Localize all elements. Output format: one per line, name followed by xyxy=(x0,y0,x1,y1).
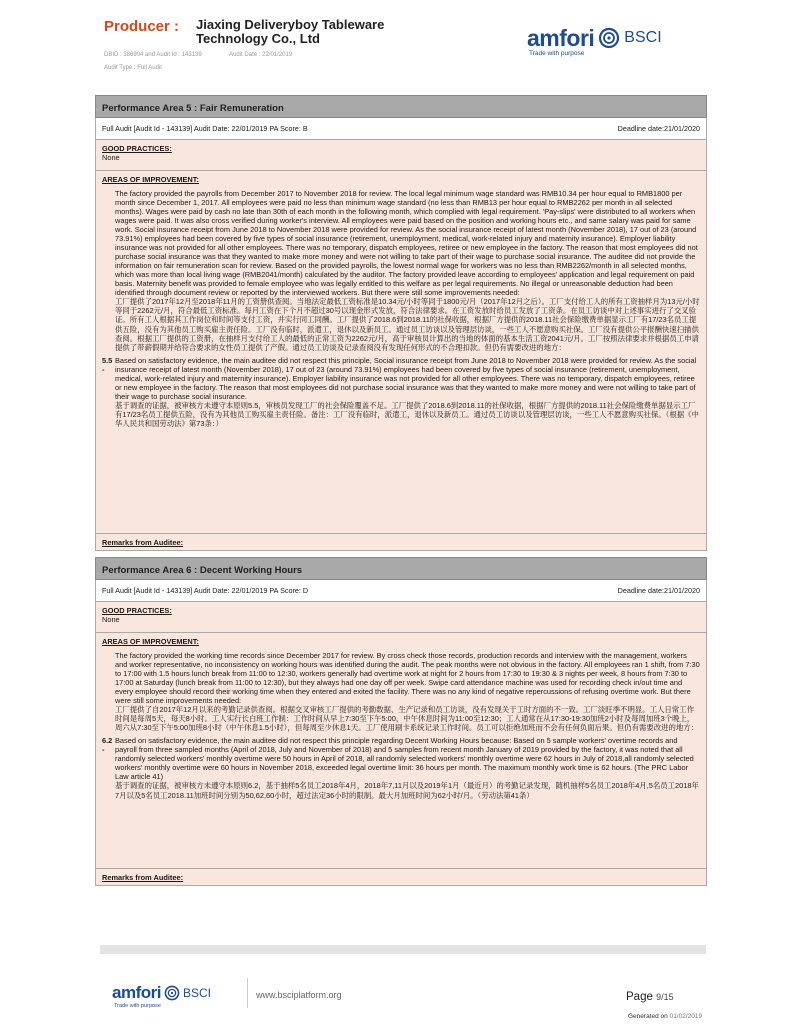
logo-tagline: Trade with purpose xyxy=(529,50,585,57)
generated-on xyxy=(628,1013,702,1021)
pa6-good-practices-label: GOOD PRACTICES: xyxy=(102,606,172,615)
producer-name-line1: Jiaxing Deliveryboy Tableware xyxy=(196,17,385,32)
pa6-remarks-label: Remarks from Auditee: xyxy=(102,873,184,882)
pa6-areas-of-improvement xyxy=(95,633,707,869)
pa6-good-practices xyxy=(95,602,707,633)
audit-date-text: Audit Date : 22/01/2019 xyxy=(229,52,293,58)
amfori-bsci-logo xyxy=(527,24,662,57)
producer-name xyxy=(196,18,456,46)
pa5-good-practices-value: None xyxy=(102,153,120,163)
generated-date: 01/02/2019 xyxy=(669,1013,703,1020)
logo-word: amfori xyxy=(527,25,595,51)
pa6-item-text xyxy=(115,736,700,799)
pa5-remarks xyxy=(95,534,707,551)
pa5-remarks-label: Remarks from Auditee: xyxy=(102,538,184,547)
pa5-improvement-en: The factory provided the payrolls from December 2017 to November 2018 for review. The local legal minimum wage standard was RMB10.34 per hour equal to RMB1800 per month since December 1, 2017. All employees were paid no less than minimum wage standard (no less than RMB13 per hour equal to RMB2262 per month in all selected months). Wages were paid by cash no late than 30th of each month in the following month, which complied with legal requirement. 'Pay-slips' were distributed to all workers when wages were paid. It was also cross verified during worker's interview. All employees were paid based on the position and working hours etc., and same salary was paid for same work. Social insurance receipt from June 2018 to November 2018 were provided for review. As the social insurance receipt of latest month (November 2018), 17 out of 23 (around 73.91%) employees had been covered by five types of social insurance (retirement, unemployment, medical, work-related injury and maternity insurance). Employer liability insurance was not provided for all other employees. There was no temporary, dispatch employees, retiree or new employee in the factory. The reason that most employees did not purchase social insurance was that they wanted to make more money and were not willing to take part of their wage to purchase social insurance. The auditee did not provide the information on fair remuneration scan for review. Based on the provided payrolls, the lowest normal wage for workers was no less than RMB2262/month in all selected months, which was more than local living wage (RMB2041/month) calculated by the auditor. The factory provided leave according to employees' application and legal requirement on paid basis. Maternity benefit was provided to female employee who was legally entitled to this welfare as per legal requirements. No illegal or unreasonable deduction had been identified through document review or reported by the interviewed workers. But there were still some improvements needed: xyxy=(115,189,698,298)
pa6-improvement-cn: 工厂提供了自2017年12月以来的考勤记录供查阅。根据交叉审核工厂提供的考勤数据、生产记录和员工访谈，没有发现关于工时方面的不一致。工厂淡旺季不明显。工人日常工作时间是每周5天，每天8小时。工人实行长白班工作制：工作时间从早上7:30至下午5:00，中午休息时间为11:00至12:30；工人通常在从17:30-19:30加班2小时及每周加班3个晚上，周六从7:30至下午5:00加班8小时（中午休息1.5小时），但每周至少休息1天。工厂使用刷卡系统记录工作时间。员工可以拒绝加班而不会有任何负面后果。但仍有需要改进的地方： xyxy=(115,705,699,733)
pa6-title: Performance Area 6 : Decent Working Hours xyxy=(95,557,707,580)
bsci-ring-icon xyxy=(598,27,620,49)
pa6-item-6-2 xyxy=(102,736,700,799)
page-label: Page xyxy=(626,991,653,1003)
pa6-good-practices-value: None xyxy=(102,615,120,625)
page-number xyxy=(626,990,674,1004)
footer-amfori-bsci-logo xyxy=(112,983,211,1009)
footer-logo-tagline: Trade with purpose xyxy=(114,1003,161,1009)
pa5-good-practices xyxy=(95,140,707,171)
pa5-improvement-label: AREAS OF IMPROVEMENT: xyxy=(102,175,199,184)
performance-area-5 xyxy=(95,95,707,551)
audit-meta xyxy=(104,52,318,59)
performance-area-6 xyxy=(95,557,707,886)
pa6-audit-row xyxy=(95,580,707,602)
pa6-improvement-en: The factory provided the working time records since December 2017 for review. By cross check those records, production records and interview with the management, workers and worker representative, no inconsistency on working hours was identified during the audit. The peak months were not obvious in the factory. All employees ran 1 shift, from 7:30 to 17:00 with 1.5 hours lunch break from 11:00 to 12:30, workers generally had overtime work at night for 2 hours from 17:30 to 19:30 & 3 nights per week, 8 hours from 7:30 to 17:00 at Saturday (lunch break from 11:00 to 12:30), but they always had one day off per week. Swipe card attendance machine was used for recording check in/out time and every employee should record their working time when they entered and exited the facility. There was no any kind of negative repercussions of refusing overtime work. But there were still some improvements needed: xyxy=(115,651,700,706)
pa6-deadline: Deadline date:21/01/2020 xyxy=(617,586,700,595)
pa6-audit-line: Full Audit [Audit Id - 143139] Audit Date: 22/01/2019 PA Score: D xyxy=(102,586,309,595)
footer-divider xyxy=(100,945,706,954)
pa6-remarks xyxy=(95,869,707,886)
pa5-good-practices-label: GOOD PRACTICES: xyxy=(102,144,172,153)
producer-label: Producer : xyxy=(104,18,180,35)
pa5-item-text xyxy=(115,356,700,428)
pa6-item-cn: 基于调查的证据，被审核方未遵守本原则6.2，基于抽样5名员工2018年4月，2018年7,11月以及2019年1月（最近月）的考勤记录发现，随机抽样5名员工2018年4月,5名员工2018年7月以及5名员工2018.11加班时间分别为50,62,60小时，超过法定36小时的限制。最大月加班时间为62小时/月。（劳动法第41条） xyxy=(115,781,699,800)
footer-logo-bsci: BSCI xyxy=(182,986,211,1001)
pa5-item-cn: 基于调查的证据，被审核方未遵守本原则5.5，审核员发现工厂的社会保险覆盖不足。工厂提供了2018.6到2018.11的社保收据，根据厂方提供的2018.11社会保险缴费单据显示工厂有17/23名员工提供五险，没有为其他员工购买雇主责任险。备注：工厂没有临时，派遣工，退休以及新员工。通过员工访谈以及管理层访谈，一些工人不愿意购买社保。（根据《中华人民共和国劳动法》第73条：） xyxy=(115,400,699,428)
pa6-item-number: 6.2 - xyxy=(102,736,113,755)
pa5-item-number: 5.5 - xyxy=(102,355,113,374)
pa5-title: Performance Area 5 : Fair Remuneration xyxy=(95,95,707,118)
pa5-areas-of-improvement xyxy=(95,171,707,534)
pa5-audit-line: Full Audit [Audit Id - 143139] Audit Date: 22/01/2019 PA Score: B xyxy=(102,124,308,133)
dbid-text: DBID : 386904 and Audit Id : 143139 xyxy=(104,52,202,58)
page-header xyxy=(0,0,800,82)
pa5-improvement-text xyxy=(115,189,700,352)
pa6-improvement-text xyxy=(115,651,700,732)
pa5-audit-row xyxy=(95,118,707,140)
footer-separator xyxy=(247,978,248,1008)
footer-bsci-ring-icon xyxy=(164,985,180,1001)
pa5-item-5-5 xyxy=(102,356,700,428)
footer-logo-word: amfori xyxy=(112,983,161,1002)
pa6-item-en: Based on satisfactory evidence, the main auditee did not respect this principle regarding Decent Working Hours because: Based on 5 sample workers' overtime records and payroll from three sampled months (April of 2018, July and November of 2018) and 5 samples from recent month January of 2019 provided by the factory, it was noted that all randomly selected workers' monthly overtime were 50 hours in April of 2018, all randomly selected workers' monthly overtime were 62 hours in July of 2018,all randomly selected workers' monthly overtime were 60 hours in November 2018, exceeded legal overtime limit: 36 hours per month. The maximum monthly work time is 62 hours. (The PRC Labor Law article 41) xyxy=(115,736,694,782)
footer-url: www.bsciplatform.org xyxy=(256,990,342,1000)
pa5-deadline: Deadline date:21/01/2020 xyxy=(617,124,700,133)
producer-name-line2: Technology Co., Ltd xyxy=(196,31,320,47)
generated-label: Generated on xyxy=(628,1013,668,1020)
pa5-improvement-cn: 工厂提供了2017年12月至2018年11月的工资册供查阅。当地法定最低工资标准是10.34元/小时等同于1800元/月（2017年12月之后）。工厂支付给工人的所有工资抽样月为13元/小时等同于2262元/月，符合最低工资标准。每月工资在下个月不超过30号以现金形式发放，符合法律要求。在工资发放时给员工发放了工资条。在员工访谈中对上述事实进行了交叉验证。所有工人根据其工作岗位和时间等支付工资，并实行同工同酬。工厂提供了2018.6到2018.11的社保收据，根据厂方提供的2018.11社会保险缴费单据显示工厂有17/23名员工提供五险，没有为其他员工购买雇主责任险。工厂没有临时，派遣工，退休以及新员工。通过员工访谈以及管理层访谈，一些工人不愿意购买社保。工厂没有提供公平报酬快速扫描供查阅。根据工厂提供的工资册，在抽样月支付给工人的最低的正常工资为2262元/月，高于审核员计算出的当地的体面的基本生活工资2041元/月。工厂按照法律要求并根据员工申请提供了带薪假期并给符合要求的女性员工提供了产假。通过员工访谈及记录查阅没有发现任何形式的不合理扣款。但仍有需要改进的地方： xyxy=(115,297,700,352)
logo-bsci: BSCI xyxy=(624,29,662,47)
page-value: 9/15 xyxy=(656,992,674,1002)
audit-type-text: Audit Type : Full Audit xyxy=(104,65,162,71)
pa5-item-en: Based on satisfactory evidence, the main auditee did not respect this principle, Social insurance receipt from June 2018 to November 2018 were provided for review. As the social insurance receipt of latest month (November 2018), 17 out of 23 (around 73.91%) employees had been covered by five types of social insurance (retirement, unemployment, medical, work-related injury and maternity insurance). Employer liability insurance was not provided for all other employees. There was no temporary, dispatch employees, retiree or new employee in the factory. The reason that most employees did not purchase social insurance was that they wanted to make more money and were not willing to take part of their wage to purchase social insurance. xyxy=(115,355,697,401)
pa6-improvement-label: AREAS OF IMPROVEMENT: xyxy=(102,637,199,646)
